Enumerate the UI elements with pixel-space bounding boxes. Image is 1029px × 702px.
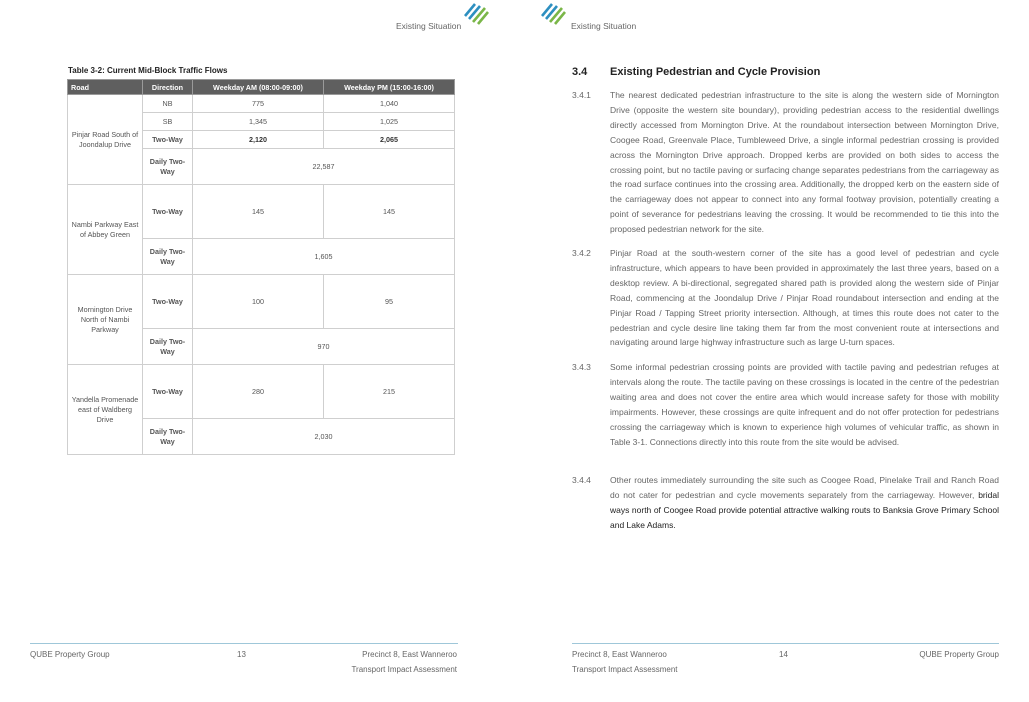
paragraph-number: 3.4.3 (572, 362, 591, 372)
traffic-flows-table (67, 79, 455, 455)
daily-label-cell: Daily Two-Way (143, 239, 193, 275)
paragraph-number: 3.4.2 (572, 248, 591, 258)
left-footer-company: QUBE Property Group (30, 650, 110, 659)
header-road: Road (68, 80, 143, 95)
am-value-cell: 280 (193, 365, 324, 419)
direction-cell: Two-Way (143, 185, 193, 239)
pm-value-cell: 2,065 (324, 131, 455, 149)
company-logo-icon (540, 2, 566, 26)
pm-value-cell: 215 (324, 365, 455, 419)
road-cell: Pinjar Road South of Joondalup Drive (68, 95, 143, 185)
daily-label-cell: Daily Two-Way (143, 329, 193, 365)
paragraph-text: The nearest dedicated pedestrian infrastructure to the site is along the western side of Mornington Drive (opposite the western site boundary), providing pedestrian access to the residential dwellings directly accessed from Mornington Drive. At the roundabout intersection between Mornington Drive, Coogee Road, Greenvale Place, Tumbleweed Drive, a single informal pedestrian crossing is provided across the Mornington Drive approach. Dropped kerbs are provided on both sides to access the crossing point, but no tactile paving or surfacing change separates pedestrians from the carriageway as the road surface continues into the crossing area. Additionally, the dropped kerb on the eastern side of the carriageway does not appear to connect into any formal footway provision, potentially creating a point of severance for pedestrians leaving the crossing. It would be recommended to tie this into the proposed pedestrian network for the site. (610, 90, 999, 235)
am-value-cell: 100 (193, 275, 324, 329)
left-header-title: Existing Situation (396, 21, 462, 31)
paragraph-block (610, 473, 999, 533)
road-cell: Yandella Promenade east of Waldberg Drive (68, 365, 143, 455)
road-cell: Mornington Drive North of Nambi Parkway (68, 275, 143, 365)
paragraph-text-emphasis: bridal ways north of Coogee Road provide potential attractive walking routs to Banksia Grove Primary School and Lake Adams. (610, 489, 999, 530)
pm-value-cell: 1,025 (324, 113, 455, 131)
left-page (0, 0, 514, 702)
table-row (68, 185, 455, 239)
am-value-cell: 2,120 (193, 131, 324, 149)
paragraph-text: Some informal pedestrian crossing points are provided with tactile paving and pedestrian refuges at intervals along the route. The tactile paving on these crossings is located in the centre of the pedestrian waiting area and does not cover the entire area which would increase safety for those with mobility impairments. However, these crossings are quite infrequent and do not offer protection for pedestrians crossing the carriageway which is known to experience high volumes of vehicular traffic, as shown in Table 3-1. Connections directly into this route from the site would be advised. (610, 362, 999, 447)
table-row (68, 365, 455, 419)
daily-value-cell: 1,605 (193, 239, 455, 275)
company-logo-icon (463, 2, 489, 26)
daily-value-cell: 22,587 (193, 149, 455, 185)
daily-label-cell: Daily Two-Way (143, 419, 193, 455)
paragraph-text: Other routes immediately surrounding the site such as Coogee Road, Pinelake Trail and Ranch Road do not cater for pedestrian and cycle movements separately from the carriageway. However, (610, 475, 999, 500)
section-title: Existing Pedestrian and Cycle Provision (610, 66, 821, 78)
daily-value-cell: 970 (193, 329, 455, 365)
table-row (68, 95, 455, 113)
daily-value-cell: 2,030 (193, 419, 455, 455)
table-header-row (68, 80, 455, 95)
left-footer-rule (30, 643, 458, 644)
section-number: 3.4 (572, 66, 588, 78)
right-header-title: Existing Situation (571, 21, 637, 31)
header-direction: Direction (143, 80, 193, 95)
right-page (515, 0, 1029, 702)
table-caption: Table 3-2: Current Mid-Block Traffic Flows (68, 66, 228, 75)
direction-cell: Two-Way (143, 365, 193, 419)
header-weekday-am: Weekday AM (08:00-09:00) (193, 80, 324, 95)
direction-cell: Two-Way (143, 131, 193, 149)
direction-cell: NB (143, 95, 193, 113)
direction-cell: Two-Way (143, 275, 193, 329)
right-footer-rule (572, 643, 999, 644)
paragraph-number: 3.4.1 (572, 90, 591, 100)
right-page-number: 14 (779, 650, 788, 659)
left-footer-project: Precinct 8, East Wanneroo (362, 650, 457, 659)
left-page-number: 13 (237, 650, 246, 659)
right-footer-company: QUBE Property Group (919, 650, 999, 659)
road-cell: Nambi Parkway East of Abbey Green (68, 185, 143, 275)
header-weekday-pm: Weekday PM (15:00-16:00) (324, 80, 455, 95)
left-footer-doc-title: Transport Impact Assessment (351, 665, 457, 674)
daily-label-cell: Daily Two-Way (143, 149, 193, 185)
right-footer-project: Precinct 8, East Wanneroo (572, 650, 667, 659)
direction-cell: SB (143, 113, 193, 131)
pm-value-cell: 145 (324, 185, 455, 239)
paragraph-number: 3.4.4 (572, 475, 591, 485)
pm-value-cell: 1,040 (324, 95, 455, 113)
right-footer-doc-title: Transport Impact Assessment (572, 665, 678, 674)
am-value-cell: 145 (193, 185, 324, 239)
am-value-cell: 1,345 (193, 113, 324, 131)
table-row (68, 275, 455, 329)
paragraph-text: Pinjar Road at the south-western corner of the site has a good level of pedestrian and cycle infrastructure, which appears to have been provided in approximately the last three years, based on a desktop review. A bi-directional, segregated shared path is provided along the western side of Pinjar Road, commencing at the Joondalup Drive / Pinjar Road roundabout intersection and ending at the Pinjar Road / Tapping Street priority intersection. Although, at times this route does not cater to the pedestrian and cycle desire line taking them far from the most convenient route at intersections and navigating around large highway infrastructure such as large U-turn spaces. (610, 248, 999, 348)
pm-value-cell: 95 (324, 275, 455, 329)
am-value-cell: 775 (193, 95, 324, 113)
